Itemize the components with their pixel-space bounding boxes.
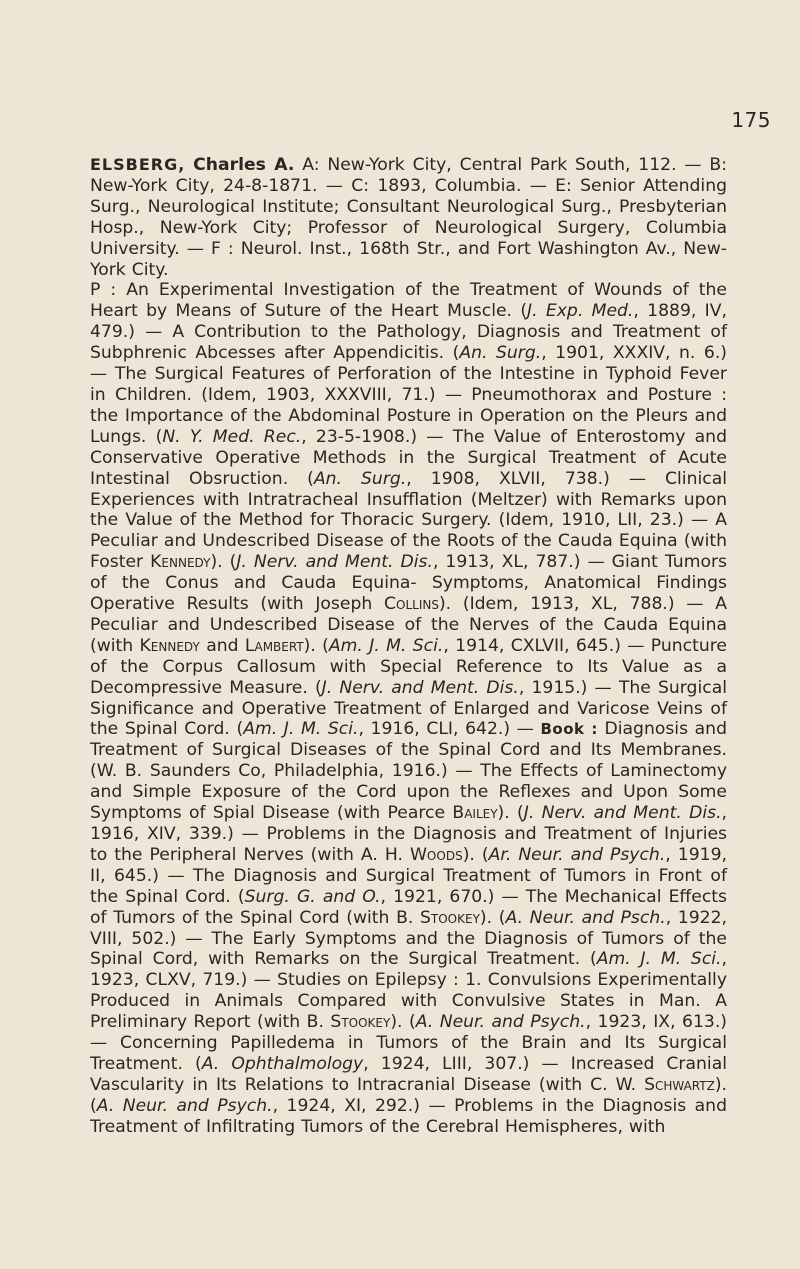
biography-entry: [90, 155, 727, 1138]
coauthor-name: Stookey: [420, 907, 480, 928]
publication-text: Diagnosis and Treatment of Surgical Diseases of the Spinal Cord and Its Membranes. (W. B. Saunders Co, Philadelphia, 1916.) — The Effects of Laminectomy and Simple Exposure of the Cord upon the Reflexes and Upon Some Symptoms of Spial Disease (with Pearce: [90, 719, 727, 824]
publication-text: ). (: [462, 844, 489, 865]
publication-text: ). (: [497, 803, 524, 824]
journal-title: Am. J. M. Sci.: [328, 635, 444, 656]
publication-text: , 1924, XI, 292.) — Problems in the Diagnosis and Treatment of Infiltrating Tumors of the Cerebral Hemispheres, with: [90, 1095, 727, 1137]
coauthor-name: Collins: [384, 594, 439, 615]
publication-text: P : An Experimental Investigation of the Treatment of Wounds of the Heart by Means of Suture of the Heart Muscle. (: [90, 280, 727, 322]
publication-text: , 1916, XIV, 339.) — Problems in the Diagnosis and Treatment of Injuries to the Peripheral Nerves (with A. H.: [90, 803, 728, 865]
journal-title: Am. J. M. Sci.: [596, 949, 722, 970]
publication-text: ). (: [390, 1012, 416, 1033]
journal-title: An. Surg.: [313, 468, 407, 489]
journal-title: An. Surg.: [459, 343, 542, 364]
publication-text: , 23-5-1908.) — The Value of Enterostomy and Conservative Operative Methods in the Surgical Treatment of Acute Intestinal Obsruction. (: [90, 426, 727, 489]
entry-surname: ELSBERG,: [90, 155, 186, 174]
coauthor-name: Woods: [409, 844, 463, 865]
coauthor-name: Stookey: [330, 1012, 391, 1033]
publication-text: ). (Idem, 1913, XL, 788.) — A Peculiar and Undescribed Disease of the Nerves of the Cauda Equina (with: [90, 594, 727, 656]
publication-text: , 1923, CLXV, 719.) — Studies on Epilepsy : 1. Convulsions Experimentally Produced in Animals Compared with Convulsive States in Man. A Preliminary Report (with B.: [90, 949, 727, 1033]
journal-title: J. Exp. Med.: [527, 301, 634, 322]
publication-text: , 1901, XXXIV, n. 6.) — The Surgical Features of Perforation of the Intestine in Typhoid Fever in Children. (Idem, 1903, XXXVIII, 71.) — Pneumothorax and Posture : the Importance of the Abdominal Posture in Operation on the Pleurs and Lungs. (: [90, 343, 727, 447]
page-number: 175: [731, 108, 771, 132]
journal-title: Am. J. M. Sci.: [243, 719, 359, 740]
publication-text: ). (: [479, 907, 506, 928]
coauthor-name: Lambert: [244, 635, 304, 656]
journal-title: A. Neur. and Psych.: [96, 1095, 273, 1116]
coauthor-name: Schwartz: [644, 1074, 715, 1095]
publication-text: ). (: [303, 635, 329, 656]
publication-text: , 1913, XL, 787.) — Giant Tumors of the Conus and Cauda Equina- Symptoms, Anatomical Findings Operative Results (with Joseph: [90, 552, 727, 615]
publication-text: , 1923, IX, 613.) — Concerning Papilledema in Tumors of the Brain and Its Surgical Treatment. (: [90, 1012, 727, 1074]
journal-title: J. Nerv. and Ment. Dis.: [321, 677, 519, 698]
publication-text: , 1915.) — The Surgical Significance and Operative Treatment of Enlarged and Varicose Veins of the Spinal Cord. (: [90, 677, 727, 740]
entry-given-name: Charles A.: [193, 155, 295, 175]
journal-title: Surg. G. and O.: [244, 886, 381, 907]
coauthor-name: Kennedy: [150, 552, 211, 573]
publication-text: , 1908, XLVII, 738.) — Clinical Experiences with Intratracheal Insufflation (Meltzer) with Remarks upon the Value of the Method for Thoracic Surgery. (Idem, 1910, LII, 23.) — A Peculiar and Undescribed Disease of the Roots of the Cauda Equina (with Foster: [90, 468, 727, 573]
publication-text: , 1922, VIII, 502.) — The Early Symptoms and the Diagnosis of Tumors of the Spinal Cord, with Remarks on the Surgical Treatment. (: [90, 907, 728, 970]
journal-title: N. Y. Med. Rec.: [162, 426, 302, 447]
publication-text: , 1889, IV, 479.) — A Contribution to the Pathology, Diagnosis and Treatment of Subphrenic Abcesses after Appendicitis. (: [90, 301, 727, 364]
journal-title: J. Nerv. and Ment. Dis.: [523, 803, 722, 824]
entry-header-text: A: New-York City, Central Park South, 112. — B: New-York City, 24-8-1871. — C: 1893, Columbia. — E: Senior Attending Surg., Neurological Institute; Consultant Neurological Surg., Presbyterian Hosp., New-York City; Professor of Neurological Surgery, Columbia University. — F : Neurol. Inst., 168th Str., and Fort Washington Av., New-York City.: [90, 155, 728, 280]
publication-text: , 1919, II, 645.) — The Diagnosis and Surgical Treatment of Tumors in Front of the Spinal Cord. (: [90, 844, 727, 907]
publication-text: , 1924, LIII, 307.) — Increased Cranial Vascularity in Its Relations to Intracranial Disease (with C. W.: [90, 1053, 728, 1095]
publication-text: , 1914, CXLVII, 645.) — Puncture of the Corpus Callosum with Special Reference to Its Value as a Decompressive Measure. (: [90, 635, 727, 698]
journal-title: J. Nerv. and Ment. Dis.: [236, 552, 433, 573]
coauthor-name: Kennedy: [139, 635, 200, 656]
entry-header: [90, 155, 727, 280]
journal-title: A. Ophthalmology: [201, 1053, 364, 1074]
publication-text: , 1916, CLI, 642.) —: [358, 719, 541, 740]
publication-text: , 1921, 670.) — The Mechanical Effects of Tumors of the Spinal Cord (with B.: [90, 886, 727, 928]
publications-list: [90, 280, 727, 1137]
journal-title: A. Neur. and Psych.: [415, 1012, 586, 1033]
publication-text: and: [199, 635, 245, 656]
publication-text: ). (: [90, 1074, 727, 1116]
coauthor-name: Bailey: [452, 803, 498, 824]
book-label: Book :: [540, 720, 598, 739]
journal-title: A. Neur. and Psch.: [505, 907, 666, 928]
publication-text: ). (: [210, 552, 237, 573]
journal-title: Ar. Neur. and Psych.: [488, 844, 666, 865]
